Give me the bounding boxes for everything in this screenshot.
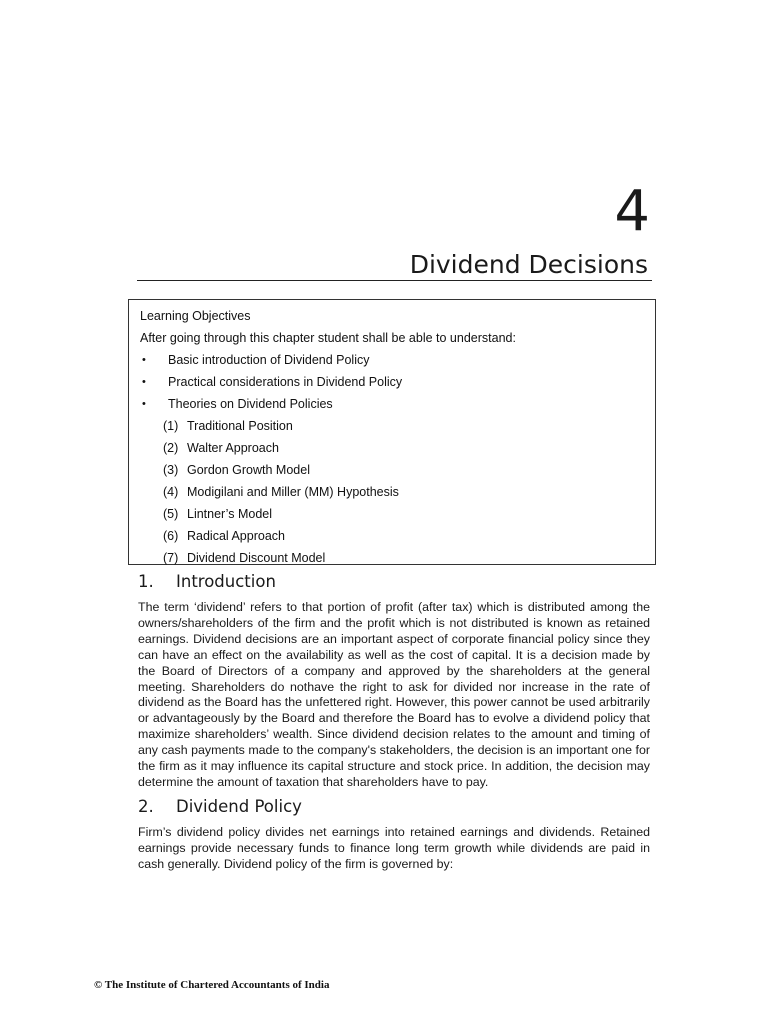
theory-label: Lintner’s Model xyxy=(187,507,273,521)
bullet-text: Basic introduction of Dividend Policy xyxy=(168,353,370,367)
list-item xyxy=(140,349,645,371)
list-item xyxy=(140,393,645,415)
bullet-text: Theories on Dividend Policies xyxy=(168,397,333,411)
theory-item xyxy=(140,459,645,481)
theory-label: Gordon Growth Model xyxy=(187,463,310,477)
bullet-icon: • xyxy=(142,354,146,366)
theory-number: (1) xyxy=(163,419,179,433)
theory-item xyxy=(140,547,645,569)
theory-number: (6) xyxy=(163,529,179,543)
bullet-text: Practical considerations in Dividend Policy xyxy=(168,375,403,389)
theory-number: (2) xyxy=(163,441,179,455)
objectives-intro: After going through this chapter student shall be able to understand: xyxy=(140,331,516,345)
list-item xyxy=(140,371,645,393)
theory-item xyxy=(140,481,645,503)
theory-number: (3) xyxy=(163,463,179,477)
theory-label: Radical Approach xyxy=(187,529,285,543)
theory-number: (5) xyxy=(163,507,179,521)
section-heading-introduction xyxy=(138,572,276,592)
footer-copyright: © The Institute of Chartered Accountants of India xyxy=(94,979,330,991)
bullet-icon: • xyxy=(142,398,146,410)
theory-label: Walter Approach xyxy=(187,441,279,455)
bullet-icon: • xyxy=(142,376,146,388)
chapter-title: Dividend Decisions xyxy=(409,250,648,279)
dividend-policy-paragraph: Firm’s dividend policy divides net earnings into retained earnings and dividends. Retained earnings provide necessary funds to finance long term growth while dividends are paid in cash generally. Dividend policy of the firm is governed by: xyxy=(138,825,650,871)
theory-number: (4) xyxy=(163,485,179,499)
theory-number: (7) xyxy=(163,551,179,565)
theory-label: Dividend Discount Model xyxy=(187,551,326,565)
theory-label: Modigilani and Miller (MM) Hypothesis xyxy=(187,485,399,499)
objectives-heading: Learning Objectives xyxy=(140,309,251,323)
learning-objectives-box xyxy=(128,299,656,565)
section-number: 2. xyxy=(138,797,154,816)
section-title: Dividend Policy xyxy=(176,797,302,816)
section-number: 1. xyxy=(138,572,154,591)
theory-item xyxy=(140,503,645,525)
section-heading-dividend-policy xyxy=(138,797,302,817)
chapter-number: 4 xyxy=(614,179,650,244)
section-title: Introduction xyxy=(176,572,276,591)
theory-item xyxy=(140,415,645,437)
introduction-paragraph: The term ‘dividend’ refers to that portion of profit (after tax) which is distributed among the owners/shareholders of the firm and the profit which is not distributed is known as retained earnings. Dividend decisions are an important aspect of corporate financial policy since they can have an effect on the availability as well as the cost of capital. It is a decision made by the Board of Directors of a company and approved by the shareholders at the general meeting. Shareholders do nothave the right to ask for divided nor increase in the rate of dividend as the Board has the unfettered right. However, this power cannot be used arbitrarily or advantageously by the Board and therefore the Board has to evolve a dividend policy that maximize shareholders’ wealth. Since dividend decision relates to the amount and timing of any cash payments made to the company's stakeholders, the decision is an important one for the firm as it may influence its capital structure and stock price. In addition, the decision may determine the amount of taxation that shareholders have to pay. xyxy=(138,600,650,789)
theory-item xyxy=(140,525,645,547)
theory-item xyxy=(140,437,645,459)
theory-label: Traditional Position xyxy=(187,419,293,433)
title-rule xyxy=(137,280,652,281)
